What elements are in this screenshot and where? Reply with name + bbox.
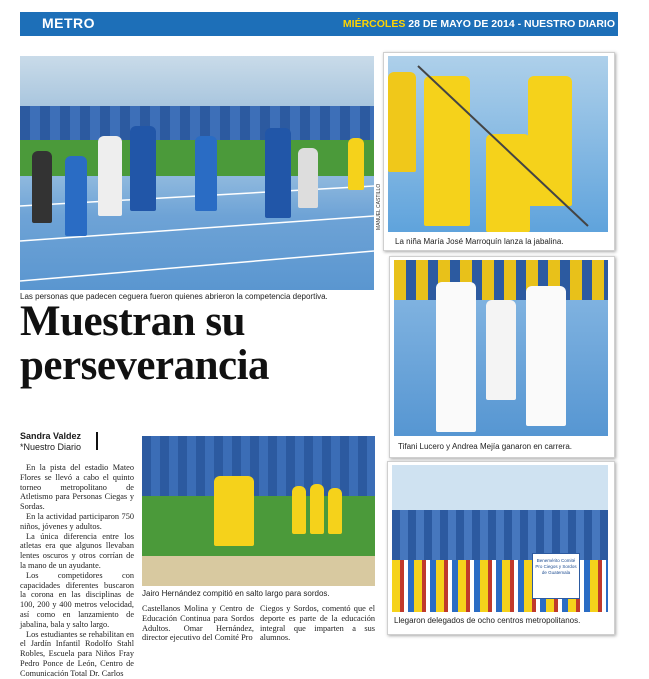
- main-photo-caption: Las personas que padecen ceguera fueron quienes abrieron la competencia deportiva.: [20, 292, 328, 301]
- carrera-photo: [394, 260, 608, 436]
- jabalina-photo: [388, 56, 608, 232]
- byline-rule: [96, 432, 98, 450]
- photo-credit: MANUEL CASTILLO: [376, 183, 382, 230]
- paragraph: En la pista del estadio Mateo Flores se llevó a cabo el quinto torneo metropolitano de Atletismo para Personas Ciegas y Sordas.: [20, 463, 134, 512]
- salto-caption: Jairo Hernández compitió en salto largo para sordos.: [142, 589, 330, 598]
- paragraph: Los estudiantes se rehabilitan en el Jardín Infantil Rodolfo Stahl Robles, Escuela para Niños Fray Pedro Ponce de León, Centro de Comunicación Total Dr. Carlos: [20, 629, 134, 678]
- banner: [532, 553, 580, 599]
- article-column-2: Castellanos Molina y Centro de Educación Continua para Sordos Adultos. Omar Hernández, director ejecutivo del Comité Pro: [142, 604, 254, 643]
- delegados-caption: Llegaron delegados de ocho centros metropolitanos.: [394, 616, 581, 625]
- dateline: [343, 18, 615, 30]
- paragraph: La única diferencia entre los atletas era que algunos llevaban lentes oscuros y otros corrían de la mano de un ayudante.: [20, 531, 134, 570]
- jabalina-caption: La niña María José Marroquín lanza la jabalina.: [395, 237, 564, 246]
- banner-text: Benemérito Comité Pro Ciegos y Sordos de Guatemala: [535, 558, 577, 575]
- paragraph: Los competidores con capacidades diferentes buscaron la corona en las disciplinas de 100, 200 y 400 metros velocidad, así como en lanzamiento de jabalina, bala y salto largo.: [20, 570, 134, 629]
- javelin: [388, 56, 608, 232]
- paragraph: En la actividad participaron 750 niños, jóvenes y adultos.: [20, 511, 134, 531]
- headline: [20, 300, 269, 388]
- dateline-date: 28 DE MAYO DE 2014 - NUESTRO DIARIO: [408, 18, 615, 30]
- byline-author: Sandra Valdez: [20, 431, 82, 441]
- main-photo: [20, 56, 374, 290]
- headline-line-2: perseverancia: [20, 342, 270, 389]
- section-label: METRO: [42, 15, 96, 31]
- dateline-day: MIÉRCOLES: [342, 18, 406, 30]
- carrera-caption: Tifani Lucero y Andrea Mejía ganaron en carrera.: [398, 442, 573, 451]
- delegados-photo: [392, 465, 608, 612]
- article-column-3: Ciegos y Sordos, comentó que el deporte es parte de la educación integral que imparten a sus alumnos.: [260, 604, 375, 643]
- byline-publication: *Nuestro Diario: [20, 442, 82, 452]
- headline-line-1: Muestran su: [20, 298, 246, 345]
- salto-photo: [142, 436, 375, 586]
- article-column-1: [20, 463, 134, 679]
